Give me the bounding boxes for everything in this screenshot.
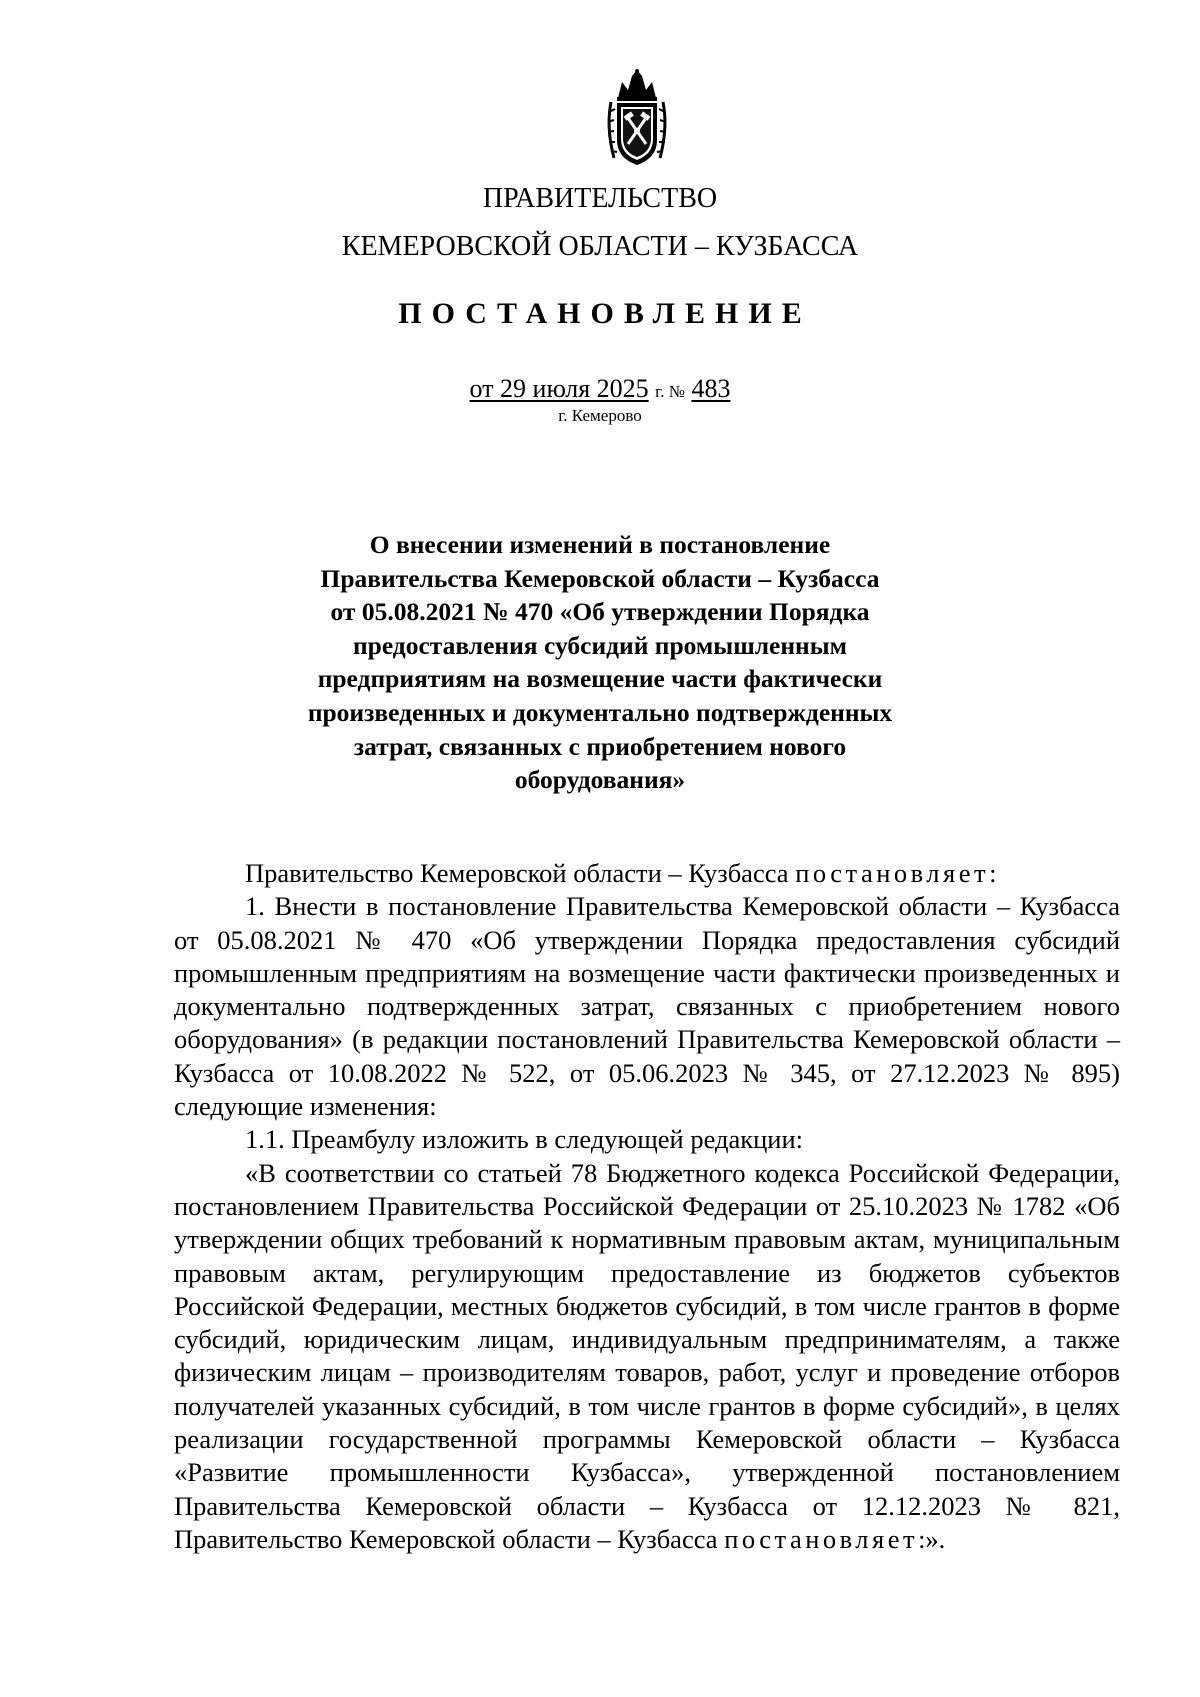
title-line: предприятиям на возмещение части фактически [317, 664, 883, 694]
coat-of-arms-icon [604, 68, 670, 168]
body-paragraph-1-1: 1.1. Преамбулу изложить в следующей редакции: [245, 1124, 804, 1155]
spaced-keyword: постановляет [795, 858, 990, 888]
spaced-keyword: постановляет [724, 1523, 919, 1554]
number-sign: № [668, 382, 685, 401]
title-line: Правительства Кемеровской области – Кузбасса [320, 563, 880, 593]
document-body [174, 857, 1120, 1556]
body-paragraph-1: 1. Внести в постановление Правительства Кемеровской области – Кузбасса от 05.08.2021 № 470 «Об утверждении Порядка предоставления субсидий промышленным предприятиям на возмещение части фактически произведенных и документально подтвержденных затрат, связанных с приобретением нового оборудования» (в редакции постановлений Правительства Кемеровской области – Кузбасса от 10.08.2022 № 522, от 05.06.2023 № 345, от 27.12.2023 № 895) следующие изменения: [174, 891, 1120, 1122]
title-line: от 05.08.2021 № 470 «Об утверждении Порядка [330, 597, 870, 627]
document-number: 483 [691, 374, 731, 403]
title-line: О внесении изменений в постановление [369, 530, 831, 559]
body-paragraph-quote: «В соответствии со статьей 78 Бюджетного кодекса Российской Федерации, постановлением Правительства Российской Федерации от 25.10.2023 № 1782 «Об утверждении общих требований к нормативным правовым актам, муниципальным правовым актам, регулирующим предоставление из бюджетов субъектов Российской Федерации, местных бюджетов субсидий, в том числе грантов в форме субсидий, юридическим лицам, индивидуальным предпринимателям, а также физическим лицам – производителям товаров, работ, услуг и проведение отборов получателей указанных субсидий, в том числе грантов в форме субсидий», в целях реализации государственной программы Кемеровской области – Кузбасса «Развитие промышленности Кузбасса», утвержденной постановлением Правительства Кемеровской области – Кузбасса от 12.12.2023 № 821, Правительство Кемеровской области – Кузбасса постановляет:». [174, 1157, 1120, 1554]
document-date-number [0, 374, 1200, 407]
document-date: от 29 июля 2025 [469, 374, 649, 403]
body-paragraph-preamble: Правительство Кемеровской области – Кузбасса постановляет: [245, 858, 997, 888]
title-line: оборудования» [514, 765, 686, 795]
title-line: затрат, связанных с приобретением нового [353, 731, 847, 761]
document-title [0, 528, 1200, 797]
government-name-line1: ПРАВИТЕЛЬСТВО [482, 183, 718, 214]
year-suffix: г. [655, 382, 665, 401]
government-name-line2: КЕМЕРОВСКОЙ ОБЛАСТИ – КУЗБАССА [341, 231, 859, 262]
title-line: произведенных и документально подтвержденных [307, 697, 893, 727]
document-city: г. Кемерово [558, 406, 642, 425]
document-type: ПОСТАНОВЛЕНИЕ [398, 297, 812, 330]
title-line: предоставления субсидий промышленным [352, 630, 848, 660]
